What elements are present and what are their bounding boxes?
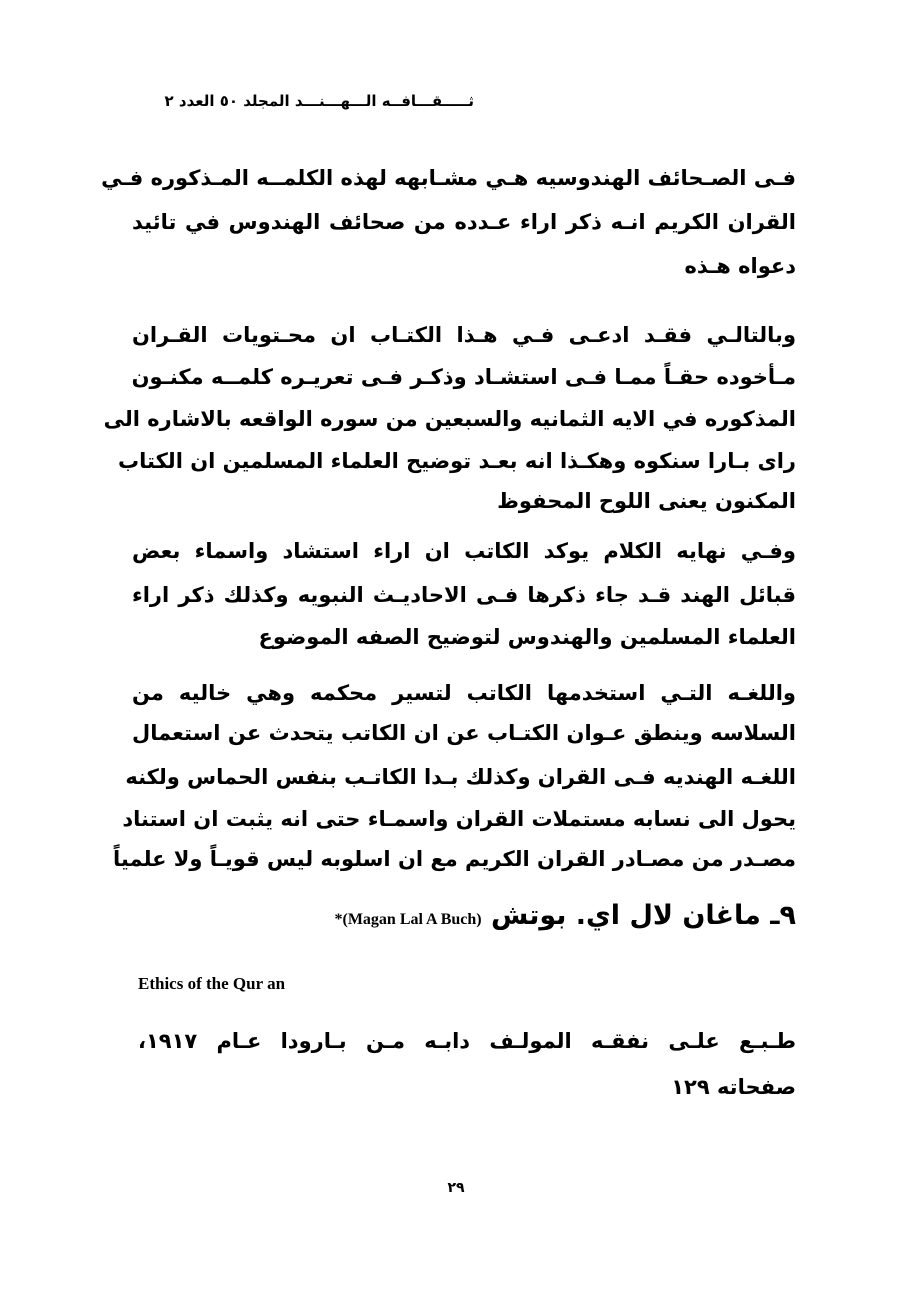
paragraph-line: العلماء المسلمين والهندوس لتوضيح الصفه الموضوع bbox=[258, 625, 796, 649]
publication-line: صفحاته ١٢٩ bbox=[671, 1075, 796, 1099]
publication-line: طـبـع علـى نفقـه المولـف دابـه مـن بـارودا عـام ١٩١٧، bbox=[138, 1029, 796, 1053]
paragraph-line: المكنون يعنى اللوح المحفوظ bbox=[497, 489, 796, 513]
paragraph-line: وبالتالـي فقـد ادعـى فـي هـذا الكتـاب ان محـتويات القـران bbox=[132, 323, 796, 347]
heading-latin-name: *(Magan Lal A Buch) bbox=[334, 911, 482, 928]
paragraph-line: مـأخوده حقـاً ممـا فـى استشـاد وذكـر فـى تعريـره كلمــه مكنـون bbox=[131, 365, 796, 389]
paragraph-line: المذكوره في الايه الثمانيه والسبعين من سوره الواقعه بالاشاره الى bbox=[103, 407, 796, 431]
book-title: Ethics of the Qur an bbox=[138, 974, 286, 993]
running-header: ثـــــقـــافــه الـــهـــنـــد المجلد ٥٠ العدد ٢ bbox=[164, 92, 474, 110]
page-number: ٢٩ bbox=[447, 1180, 465, 1196]
paragraph-line: قبائل الهند قـد جاء ذكرها فـى الاحاديـث النبويه وكذلك ذكر اراء bbox=[132, 583, 796, 607]
paragraph-line: القران الكريم انـه ذكر اراء عـدده من صحائف الهندوس في تائيد bbox=[132, 210, 796, 234]
paragraph-line: دعواه هـذه bbox=[684, 254, 796, 278]
section-heading bbox=[334, 896, 796, 940]
paragraph-line: فـى الصـحائف الهندوسيه هـي مشـابهه لهذه الكلمــه المـذكوره فـي bbox=[101, 166, 796, 190]
paragraph-line: وفـي نهايه الكلام يوكد الكاتب ان اراء استشاد واسماء بعض bbox=[132, 539, 796, 563]
heading-arabic: ٩ـ ماغان لال اي. بوتش bbox=[491, 900, 796, 931]
paragraph-line: راى بـارا سنكوه وهكـذا انه بعـد توضيح العلماء المسلمين ان الكتاب bbox=[118, 449, 796, 473]
paragraph-line: اللغـه الهنديه فـى القران وكذلك بـدا الكاتـب بنفس الحماس ولكنه bbox=[125, 765, 796, 789]
paragraph-line: واللغـه التـي استخدمها الكاتب لتسير محكمه وهي خاليه من bbox=[132, 681, 796, 705]
paragraph-line: يحول الى نسابه مستملات القران واسمـاء حتى انه يثبت ان استناد bbox=[122, 807, 796, 831]
paragraph-line: السلاسه وينطق عـوان الكتـاب عن ان الكاتب يتحدث عن استعمال bbox=[132, 721, 796, 745]
paragraph-line: مصـدر من مصـادر القران الكريم مع ان اسلوبه ليس قويـاً ولا علمياً bbox=[113, 847, 796, 871]
